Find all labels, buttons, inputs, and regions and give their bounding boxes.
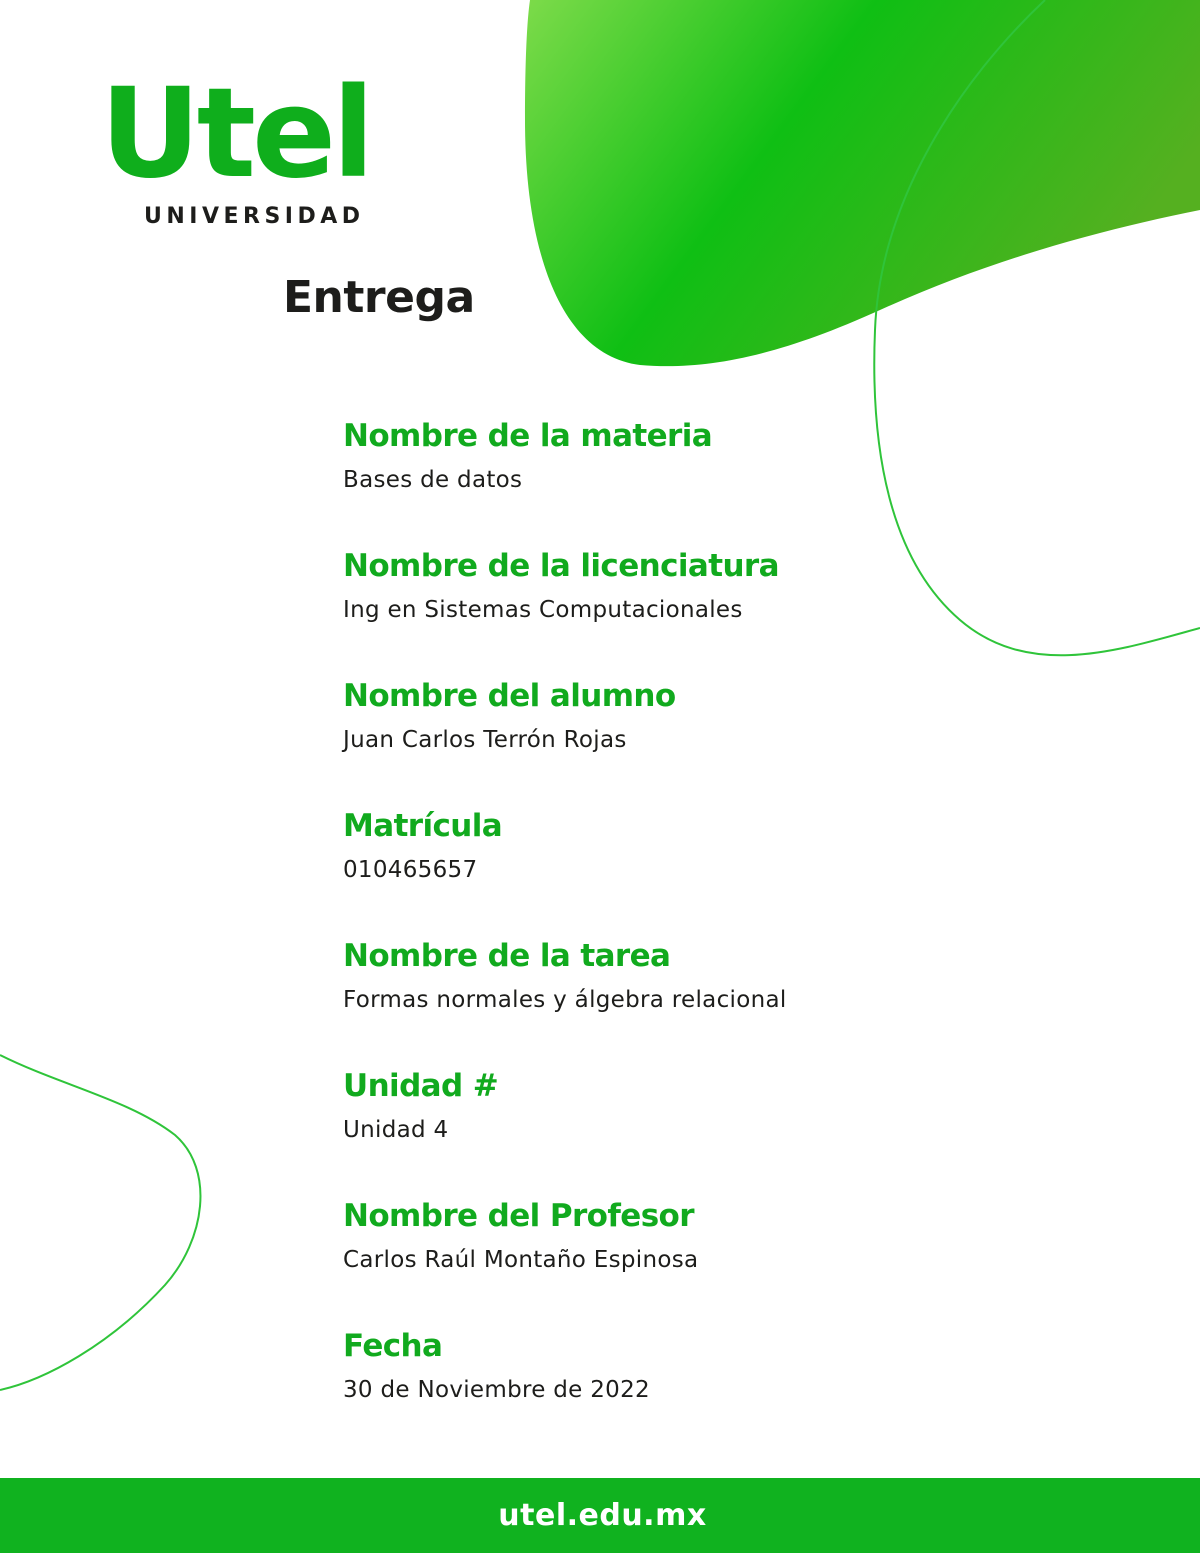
field-subject bbox=[343, 414, 1103, 544]
field-label: Nombre del Profesor bbox=[343, 1198, 694, 1234]
field-value: Unidad 4 bbox=[343, 1117, 449, 1143]
logo-wordmark: Utel bbox=[100, 62, 371, 206]
field-label: Nombre del alumno bbox=[343, 678, 676, 714]
document-title: Entrega bbox=[283, 272, 475, 323]
field-value: Juan Carlos Terrón Rojas bbox=[343, 727, 627, 753]
field-degree bbox=[343, 544, 1103, 674]
field-label: Nombre de la tarea bbox=[343, 938, 671, 974]
field-value: Carlos Raúl Montaño Espinosa bbox=[343, 1247, 699, 1273]
field-value: Bases de datos bbox=[343, 467, 523, 493]
utel-logo bbox=[100, 62, 420, 235]
footer-bar bbox=[0, 1478, 1200, 1553]
field-label: Matrícula bbox=[343, 808, 503, 844]
field-enrollment bbox=[343, 804, 1103, 934]
field-value: 30 de Noviembre de 2022 bbox=[343, 1377, 650, 1403]
field-label: Fecha bbox=[343, 1328, 443, 1364]
decorative-line-left bbox=[0, 1055, 200, 1390]
field-label: Nombre de la licenciatura bbox=[343, 548, 779, 584]
field-assignment bbox=[343, 934, 1103, 1064]
logo-subtitle: UNIVERSIDAD bbox=[144, 204, 365, 229]
cover-fields bbox=[343, 414, 1103, 1454]
field-unit bbox=[343, 1064, 1103, 1194]
field-value: 010465657 bbox=[343, 857, 478, 883]
green-blob-shape bbox=[525, 0, 1200, 366]
field-label: Unidad # bbox=[343, 1068, 499, 1104]
field-value: Formas normales y álgebra relacional bbox=[343, 987, 787, 1013]
field-professor bbox=[343, 1194, 1103, 1324]
footer-url-link[interactable]: utel.edu.mx bbox=[498, 1498, 707, 1533]
field-label: Nombre de la materia bbox=[343, 418, 713, 454]
field-student bbox=[343, 674, 1103, 804]
field-value: Ing en Sistemas Computacionales bbox=[343, 597, 743, 623]
field-date bbox=[343, 1324, 1103, 1454]
